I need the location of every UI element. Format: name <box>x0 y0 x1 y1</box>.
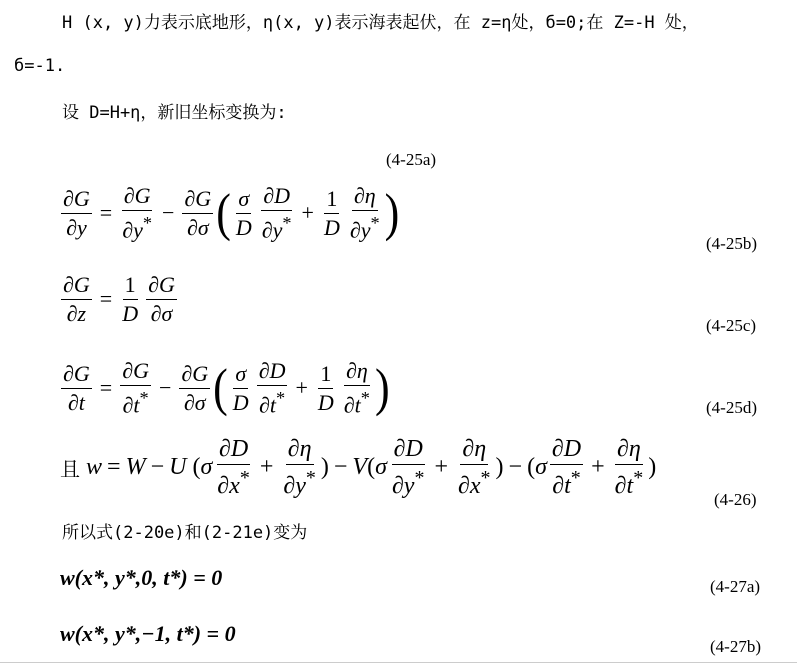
equation-4-27b: w(x*, y*,−1, t*) = 0 <box>60 621 236 646</box>
paragraph-line-2: б=-1. <box>14 56 66 76</box>
paragraph-line-4: 所以式(2-20e)和(2-21e)变为 <box>62 523 308 543</box>
equation-4-25c: $\frac{\partial G}{\partial z}$ = $\frac{1}{D}$ $\frac{\partial G}{\partial\sigma}$ <box>63 271 175 326</box>
equation-4-25b: $\frac{\partial G}{\partial y}$ = $\frac{\partial G}{\partial y^*}$ − $\frac{\partial G}{\partial\sigma}$ ( $\frac{\sigma}{D}$ $\frac{\partial D}{\partial y^*}$ + $\frac{1}{D}$ $\frac{\partial\eta}{\partial y^*}$ ) <box>63 182 400 243</box>
paragraph-line-3: 设 D=H+η，新旧坐标变换为: <box>62 103 287 123</box>
eq-label-4-26: (4-26) <box>714 490 757 509</box>
paragraph-line-1: H (x, y)力表示底地形，η(x, y)表示海表起伏，在 z=η处，б=0;在 Z=-H 处， <box>62 13 699 33</box>
eq-label-4-25d: (4-25d) <box>706 398 757 417</box>
eq-4-26-prefix: 且 <box>60 456 80 481</box>
equation-4-27a: w(x*, y*,0, t*) = 0 <box>60 565 223 590</box>
eq-label-4-25b: (4-25b) <box>706 234 757 253</box>
eq-label-4-25a: (4-25a) <box>386 150 437 169</box>
equation-4-26: 且 w = W − U ( σ $\frac{\partial D}{\partial x^*}$ + $\frac{\partial\eta}{\partial y^*}$ ) − V ( σ $\frac{\partial D}{\partial y^*}$ + $\frac{\partial\eta}{\partial x^*}$ ) − ( σ $\frac{\partial D}{\partial t^*}$ + $\frac{\partial\eta}{\partial t^*}$ ) <box>60 435 657 499</box>
bottom-divider <box>0 662 797 663</box>
eq-label-4-27b: (4-27b) <box>710 637 761 656</box>
eq-label-4-25c: (4-25c) <box>706 316 757 335</box>
eq-label-4-27a: (4-27a) <box>710 577 761 596</box>
equation-4-25d: $\frac{\partial G}{\partial t}$ = $\frac{\partial G}{\partial t^*}$ − $\frac{\partial G}{\partial\sigma}$ ( $\frac{\sigma}{D}$ $\frac{\partial D}{\partial t^*}$ + $\frac{1}{D}$ $\frac{\partial\eta}{\partial t^*}$ ) <box>63 357 390 418</box>
